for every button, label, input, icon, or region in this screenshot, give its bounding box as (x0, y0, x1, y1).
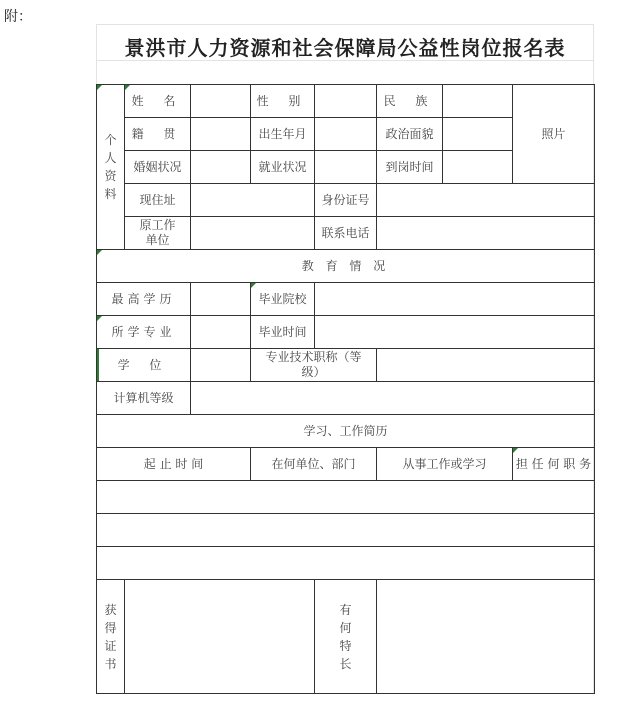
field-major[interactable] (191, 316, 251, 349)
field-native-place[interactable] (191, 118, 251, 151)
personal-section-label: 个人资料 (97, 85, 125, 250)
field-birth-date[interactable] (315, 118, 377, 151)
row-address (97, 184, 595, 217)
field-name[interactable] (191, 85, 251, 118)
label-former-employer: 原工作单位 (125, 217, 191, 250)
label-birth-date: 出生年月 (251, 118, 315, 151)
resume-section-header: 学习、工作简历 (97, 415, 595, 448)
resume-col-unit: 在何单位、部门 (251, 448, 377, 481)
label-school: 毕业院校 (251, 283, 315, 316)
resume-entry[interactable] (97, 481, 595, 514)
label-major: 所学专业 (97, 316, 191, 349)
field-arrival-time[interactable] (443, 151, 513, 184)
field-professional-title[interactable] (377, 349, 595, 382)
row-major (97, 316, 595, 349)
education-section-row (97, 250, 595, 283)
resume-col-work: 从事工作或学习 (377, 448, 513, 481)
field-graduation-time[interactable] (315, 316, 595, 349)
row-highest-degree (97, 283, 595, 316)
field-gender[interactable] (315, 85, 377, 118)
label-arrival-time: 到岗时间 (377, 151, 443, 184)
field-political-status[interactable] (443, 118, 513, 151)
label-id-number: 身份证号 (315, 184, 377, 217)
resume-row (97, 514, 595, 547)
resume-entry[interactable] (97, 514, 595, 547)
row-degree (97, 349, 595, 382)
label-native-place: 籍 贯 (125, 118, 191, 151)
field-school[interactable] (315, 283, 595, 316)
label-employment-status: 就业状况 (251, 151, 315, 184)
field-id-number[interactable] (377, 184, 595, 217)
label-ethnicity: 民 族 (377, 85, 443, 118)
row-certificates-specialties (97, 580, 595, 694)
registration-form-table (96, 84, 595, 694)
label-name: 姓 名 (125, 85, 191, 118)
field-marital-status[interactable] (191, 151, 251, 184)
resume-section-row (97, 415, 595, 448)
label-current-address: 现住址 (125, 184, 191, 217)
field-specialties[interactable] (377, 580, 595, 694)
label-professional-title: 专业技术职称（等级） (251, 349, 377, 382)
label-marital-status: 婚姻状况 (125, 151, 191, 184)
label-political-status: 政治面貌 (377, 118, 443, 151)
row-former-employer (97, 217, 595, 250)
attachment-prefix: 附： (4, 9, 32, 25)
photo-box[interactable]: 照片 (513, 85, 595, 184)
field-employment-status[interactable] (315, 151, 377, 184)
registration-form-sheet (96, 24, 594, 694)
label-phone: 联系电话 (315, 217, 377, 250)
label-computer-level: 计算机等级 (97, 382, 191, 415)
label-gender: 性 别 (251, 85, 315, 118)
resume-header-row (97, 448, 595, 481)
field-computer-level[interactable] (191, 382, 595, 415)
label-specialties: 有何特长 (315, 580, 377, 694)
resume-entry[interactable] (97, 547, 595, 580)
field-current-address[interactable] (191, 184, 315, 217)
label-degree: 学 位 (97, 349, 191, 382)
label-graduation-time: 毕业时间 (251, 316, 315, 349)
resume-row (97, 547, 595, 580)
form-title: 景洪市人力资源和社会保障局公益性岗位报名表 (124, 36, 566, 60)
row-name (97, 85, 595, 118)
field-certificates[interactable] (125, 580, 315, 694)
label-highest-degree: 最高学历 (97, 283, 191, 316)
field-phone[interactable] (377, 217, 595, 250)
education-section-header: 教 育 情 况 (97, 250, 595, 283)
field-highest-degree[interactable] (191, 283, 251, 316)
field-former-employer[interactable] (191, 217, 315, 250)
resume-col-position: 担 任 何 职 务 (513, 448, 595, 481)
resume-col-period: 起 止 时 间 (97, 448, 251, 481)
label-certificates: 获得证书 (97, 580, 125, 694)
row-computer-level (97, 382, 595, 415)
resume-row (97, 481, 595, 514)
field-degree[interactable] (191, 349, 251, 382)
field-ethnicity[interactable] (443, 85, 513, 118)
